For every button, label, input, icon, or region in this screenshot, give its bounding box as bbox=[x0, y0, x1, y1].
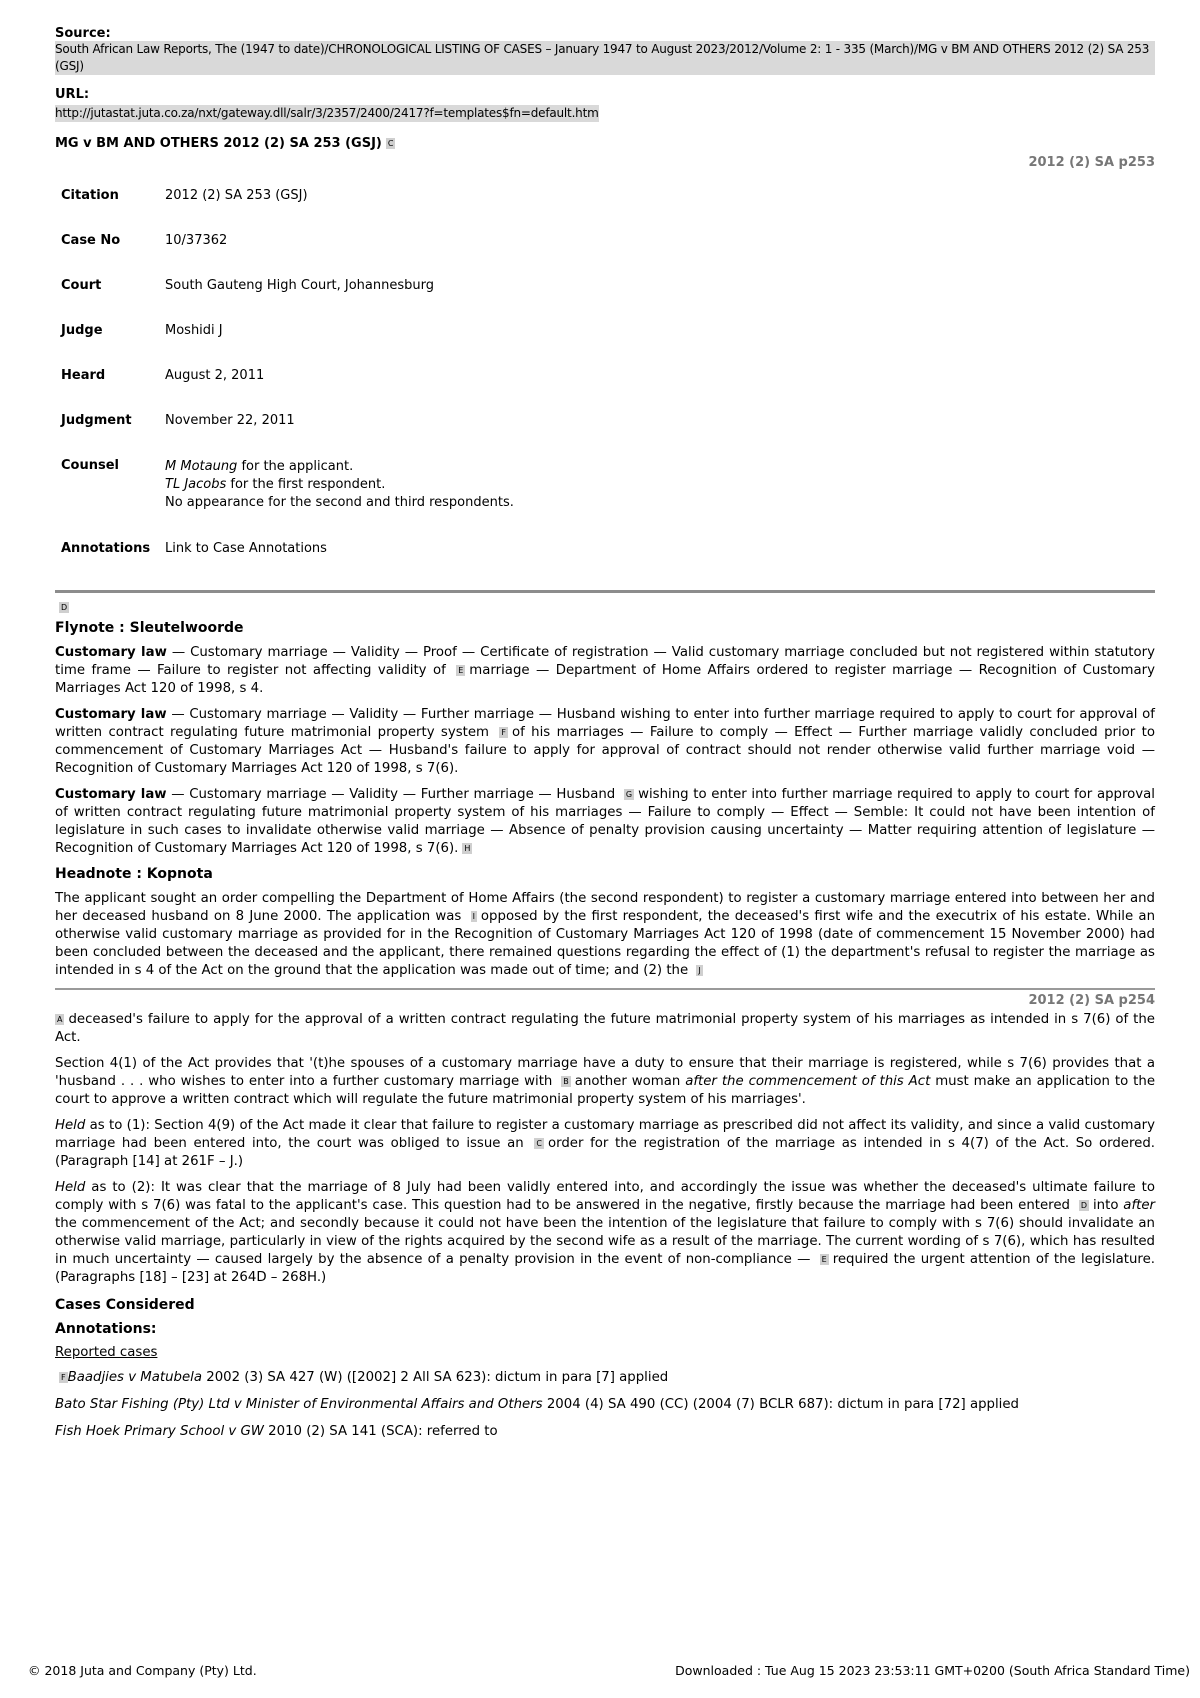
margin-letter: H bbox=[464, 843, 471, 853]
flynote-topic: Customary law bbox=[55, 787, 167, 802]
flynote-paragraph bbox=[55, 644, 1155, 698]
flynote-paragraph bbox=[55, 786, 1155, 858]
flynote-topic: Customary law bbox=[55, 707, 167, 722]
source-label: Source: bbox=[55, 26, 111, 41]
headnote-emphasis: Held bbox=[55, 1180, 86, 1195]
footer-copyright: © 2018 Juta and Company (Pty) Ltd. bbox=[28, 1663, 257, 1678]
meta-value: November 22, 2011 bbox=[165, 413, 295, 428]
meta-key: Annotations bbox=[61, 541, 151, 556]
counsel-name: TL Jacobs bbox=[165, 477, 227, 492]
margin-letter: C bbox=[536, 1138, 542, 1148]
counsel-role: for the applicant. bbox=[237, 459, 354, 474]
headnote-paragraph bbox=[55, 1179, 1155, 1287]
url-label: URL: bbox=[55, 87, 90, 102]
meta-row-counsel bbox=[61, 456, 514, 539]
headnote-text: another woman bbox=[574, 1074, 686, 1089]
headnote-text: deceased's failure to apply for the approval of a written contract regulating the future matrimonial property system of his marriages as intended in s 7(6) of the Act. bbox=[55, 1012, 1155, 1045]
cases-considered-heading: Cases Considered bbox=[55, 1297, 195, 1313]
meta-key: Judgment bbox=[61, 413, 132, 428]
meta-value: Moshidi J bbox=[165, 323, 223, 338]
meta-value: South Gauteng High Court, Johannesburg bbox=[165, 278, 435, 293]
meta-value: 2012 (2) SA 253 (GSJ) bbox=[165, 188, 308, 203]
headnote-heading: Headnote : Kopnota bbox=[55, 866, 213, 882]
meta-key: Counsel bbox=[61, 458, 119, 473]
document-page bbox=[55, 26, 1155, 1441]
case-citation bbox=[55, 1369, 1155, 1387]
margin-letter: G bbox=[625, 789, 633, 799]
flynote-paragraph bbox=[55, 706, 1155, 778]
headnote-text: required the urgent attention of the legislature. (Paragraphs [18] – [23] at 264D – 268H.) bbox=[55, 1252, 1155, 1285]
headnote-text: Section 4(1) of the Act provides that '(t)he spouses of a customary marriage have a duty to ensure that their marriage is registered, while s 7(6) provides that a 'husband . . . who wishes to enter into a further customary marriage with bbox=[55, 1056, 1155, 1089]
meta-key: Court bbox=[61, 278, 102, 293]
meta-row-judgment bbox=[61, 411, 514, 456]
url-link[interactable]: http://jutastat.juta.co.za/nxt/gateway.dll/salr/3/2357/2400/2417?f=templates$fn=default.htm bbox=[55, 106, 599, 120]
meta-row-court bbox=[61, 276, 514, 321]
headnote-text: order for the registration of the marriage as intended in s 4(7) of the Act. So ordered. (Paragraph [14] at 261F – J.) bbox=[55, 1136, 1155, 1169]
case-citation bbox=[55, 1423, 1155, 1441]
headnote-text: opposed by the first respondent, the deceased's first wife and the executrix of his estate. While an otherwise valid customary marriage as provided for in the Recognition of Customary Marriages Act 120 of 1998 (date of commencement 15 November 2000) had been concluded between the deceased and the applicant, there remained questions regarding the effect of (1) the department's refusal to register the marriage as intended in s 4 of the Act on the ground that the application was made out of time; and (2) the bbox=[55, 909, 1155, 978]
meta-value: August 2, 2011 bbox=[165, 368, 265, 383]
case-name: Bato Star Fishing (Pty) Ltd v Minister of Environmental Affairs and Others bbox=[55, 1397, 543, 1412]
headnote-paragraph bbox=[55, 890, 1155, 980]
headnote-text: the commencement of the Act; and secondly because it could not have been the intention of the legislature that failure to comply with s 7(6) should invalidate an otherwise valid marriage, particularly in view of the rights acquired by the second wife as a result of the marriage. The current wording of s 7(6), which has resulted in much uncertainty — caused largely by the absence of a penalty provision in the event of non-compliance — bbox=[55, 1216, 1155, 1267]
headnote-text: The applicant sought an order compelling the Department of Home Affairs (the second respondent) to register a customary marriage entered into between her and her deceased husband on 8 June 2000. The application was bbox=[55, 891, 1155, 924]
flynote-topic: Customary law bbox=[55, 645, 167, 660]
meta-key: Citation bbox=[61, 188, 119, 203]
flynote-text: — Customary marriage — Validity — Further marriage — Husband bbox=[166, 787, 620, 802]
case-annotations-link[interactable]: Link to Case Annotations bbox=[165, 541, 327, 556]
meta-row-citation bbox=[61, 186, 514, 231]
headnote-paragraph bbox=[55, 1011, 1155, 1047]
source-path[interactable]: South African Law Reports, The (1947 to date)/CHRONOLOGICAL LISTING OF CASES – January 1947 to August 2023/2012/Volume 2: 1 - 335 (March)/MG v BM AND OTHERS 2012 (2) SA 253 (GSJ) bbox=[55, 41, 1155, 75]
margin-letter: B bbox=[563, 1076, 569, 1086]
counsel-role: for the first respondent. bbox=[226, 477, 386, 492]
headnote-text: must make an application to the court to approve a written contract which will regulate the future matrimonial property system of his marriages'. bbox=[55, 1074, 1155, 1107]
flynote-text: marriage — Department of Home Affairs ordered to register marriage — Recognition of Customary Marriages Act 120 of 1998, s 4. bbox=[55, 663, 1155, 696]
meta-value: 10/37362 bbox=[165, 233, 228, 248]
case-citation bbox=[55, 1396, 1155, 1414]
margin-letter: C bbox=[387, 139, 394, 148]
annotations-heading: Annotations: bbox=[55, 1321, 157, 1337]
meta-value bbox=[165, 456, 514, 539]
flynote-heading: Flynote : Sleutelwoorde bbox=[55, 620, 244, 636]
headnote-paragraph bbox=[55, 1117, 1155, 1171]
margin-letter: A bbox=[57, 1014, 63, 1024]
case-name: Baadjies v Matubela bbox=[67, 1370, 203, 1385]
headnote-paragraph bbox=[55, 1055, 1155, 1109]
margin-letter: J bbox=[698, 965, 701, 975]
headnote-text: as to (1): Section 4(9) of the Act made it clear that failure to register a customary marriage as prescribed did not affect its validity, and since a valid customary marriage had been entered into, the court was obliged to issue an bbox=[55, 1118, 1155, 1151]
margin-letter: D bbox=[1080, 1200, 1087, 1210]
meta-key: Heard bbox=[61, 368, 106, 383]
meta-row-annotations bbox=[61, 539, 514, 584]
headnote-text: as to (2): It was clear that the marriage of 8 July had been validly entered into, and accordingly the issue was whether the deceased's ultimate failure to comply with s 7(6) was fatal to the applicant's case. This question had to be answered in the negative, firstly because the marriage had been entered bbox=[55, 1180, 1155, 1213]
case-title-text: MG v BM AND OTHERS 2012 (2) SA 253 (GSJ) bbox=[55, 136, 382, 151]
case-reference: 2004 (4) SA 490 (CC) (2004 (7) BCLR 687): dictum in para [72] applied bbox=[542, 1397, 1019, 1412]
margin-letter: F bbox=[61, 1372, 66, 1382]
reported-cases-heading: Reported cases bbox=[55, 1345, 158, 1360]
page-reference: 2012 (2) SA p253 bbox=[1028, 155, 1155, 170]
headnote-emphasis: after bbox=[1123, 1198, 1155, 1213]
margin-letter: E bbox=[821, 1254, 827, 1264]
meta-row-heard bbox=[61, 366, 514, 411]
case-metadata-table bbox=[61, 186, 514, 584]
counsel-name: M Motaung bbox=[165, 459, 238, 474]
headnote-text: into bbox=[1092, 1198, 1124, 1213]
case-title bbox=[55, 136, 1155, 151]
flynote-text: — Customary marriage — Validity — Further marriage — Husband wishing to enter into further marriage required to apply to court for approval of written contract regulating future matrimonial property system bbox=[55, 707, 1155, 740]
counsel-note: No appearance for the second and third respondents. bbox=[165, 495, 514, 510]
meta-row-case-no bbox=[61, 231, 514, 276]
section-divider bbox=[55, 590, 1155, 593]
meta-key: Case No bbox=[61, 233, 121, 248]
case-reference: 2010 (2) SA 141 (SCA): referred to bbox=[263, 1424, 498, 1439]
headnote-emphasis: Held bbox=[55, 1118, 86, 1133]
case-reference: 2002 (3) SA 427 (W) ([2002] 2 All SA 623): dictum in para [7] applied bbox=[202, 1370, 669, 1385]
flynote-text: of his marriages — Failure to comply — Effect — Further marriage validly concluded prior to commencement of Customary Marriages Act — Husband's failure to apply for approval of contract should not render otherwise valid further marriage void — Recognition of Customary Marriages Act 120 of 1998, s 7(6). bbox=[55, 725, 1155, 776]
headnote-emphasis: after the commencement of this Act bbox=[685, 1074, 931, 1089]
case-name: Fish Hoek Primary School v GW bbox=[55, 1424, 264, 1439]
page-reference: 2012 (2) SA p254 bbox=[1028, 993, 1155, 1008]
footer-download-timestamp: Downloaded : Tue Aug 15 2023 23:53:11 GMT+0200 (South Africa Standard Time) bbox=[675, 1663, 1190, 1678]
margin-letter: F bbox=[501, 727, 506, 737]
flynote-text: — Customary marriage — Validity — Proof — Certificate of registration — Valid customary marriage concluded but not registered within statutory time frame — Failure to register not affecting validity of bbox=[55, 645, 1155, 678]
margin-letter: D bbox=[61, 603, 68, 612]
flynote-text: wishing to enter into further marriage required to apply to court for approval of written contract regulating future matrimonial property system of his marriages — Failure to comply — Effect — Semble: It could not have been intention of legislature in such cases to invalidate otherwise valid marriage — Absence of penalty provision causing uncertainty — Matter requiring attention of legislature — Recognition of Customary Marriages Act 120 of 1998, s 7(6). bbox=[55, 787, 1155, 856]
margin-letter: I bbox=[472, 911, 475, 921]
meta-row-judge bbox=[61, 321, 514, 366]
margin-letter: E bbox=[458, 665, 464, 675]
meta-key: Judge bbox=[61, 323, 103, 338]
page-divider bbox=[55, 988, 1155, 990]
